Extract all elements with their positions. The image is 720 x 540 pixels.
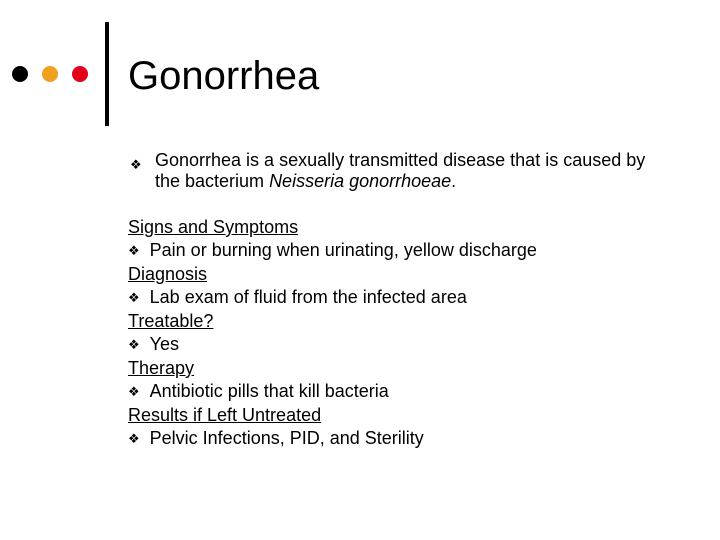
- diamond-bullet-icon: ❖: [128, 290, 140, 305]
- slide-title: Gonorrhea: [128, 54, 320, 98]
- section-bullet: [128, 333, 537, 357]
- sections-list: [128, 216, 537, 451]
- section-bullet-text: Antibiotic pills that kill bacteria: [149, 381, 389, 401]
- section-heading: Signs and Symptoms: [128, 217, 299, 237]
- section-bullet-text: Yes: [149, 334, 180, 354]
- diamond-bullet-icon: ❖: [128, 431, 140, 446]
- title-divider: [105, 22, 109, 126]
- diamond-bullet-icon: ❖: [130, 157, 142, 172]
- section-heading: Treatable?: [128, 311, 214, 331]
- section-bullet: [128, 380, 537, 404]
- section-bullet-text: Lab exam of fluid from the infected area: [149, 287, 467, 307]
- section-bullet: [128, 427, 537, 451]
- section-bullet-text: Pelvic Infections, PID, and Sterility: [149, 428, 424, 448]
- section-bullet: [128, 286, 537, 310]
- organism-name: Neisseria gonorrhoeae: [269, 171, 452, 191]
- diamond-bullet-icon: ❖: [128, 243, 140, 258]
- section-heading: Results if Left Untreated: [128, 405, 322, 425]
- section-bullet: [128, 239, 537, 263]
- section-heading: Therapy: [128, 358, 195, 378]
- intro-bullet: [130, 150, 670, 192]
- diamond-bullet-icon: ❖: [128, 384, 140, 399]
- intro-text: [155, 150, 670, 192]
- section-heading: Diagnosis: [128, 264, 208, 284]
- section-bullet-text: Pain or burning when urinating, yellow discharge: [149, 240, 537, 260]
- diamond-bullet-icon: ❖: [128, 337, 140, 352]
- black-dot-icon: [12, 66, 28, 82]
- red-dot-icon: [72, 66, 88, 82]
- intro-text-before: Gonorrhea is a sexually transmitted disease that is caused by the bacterium: [155, 150, 646, 191]
- intro-text-after: .: [451, 171, 457, 191]
- orange-dot-icon: [42, 66, 58, 82]
